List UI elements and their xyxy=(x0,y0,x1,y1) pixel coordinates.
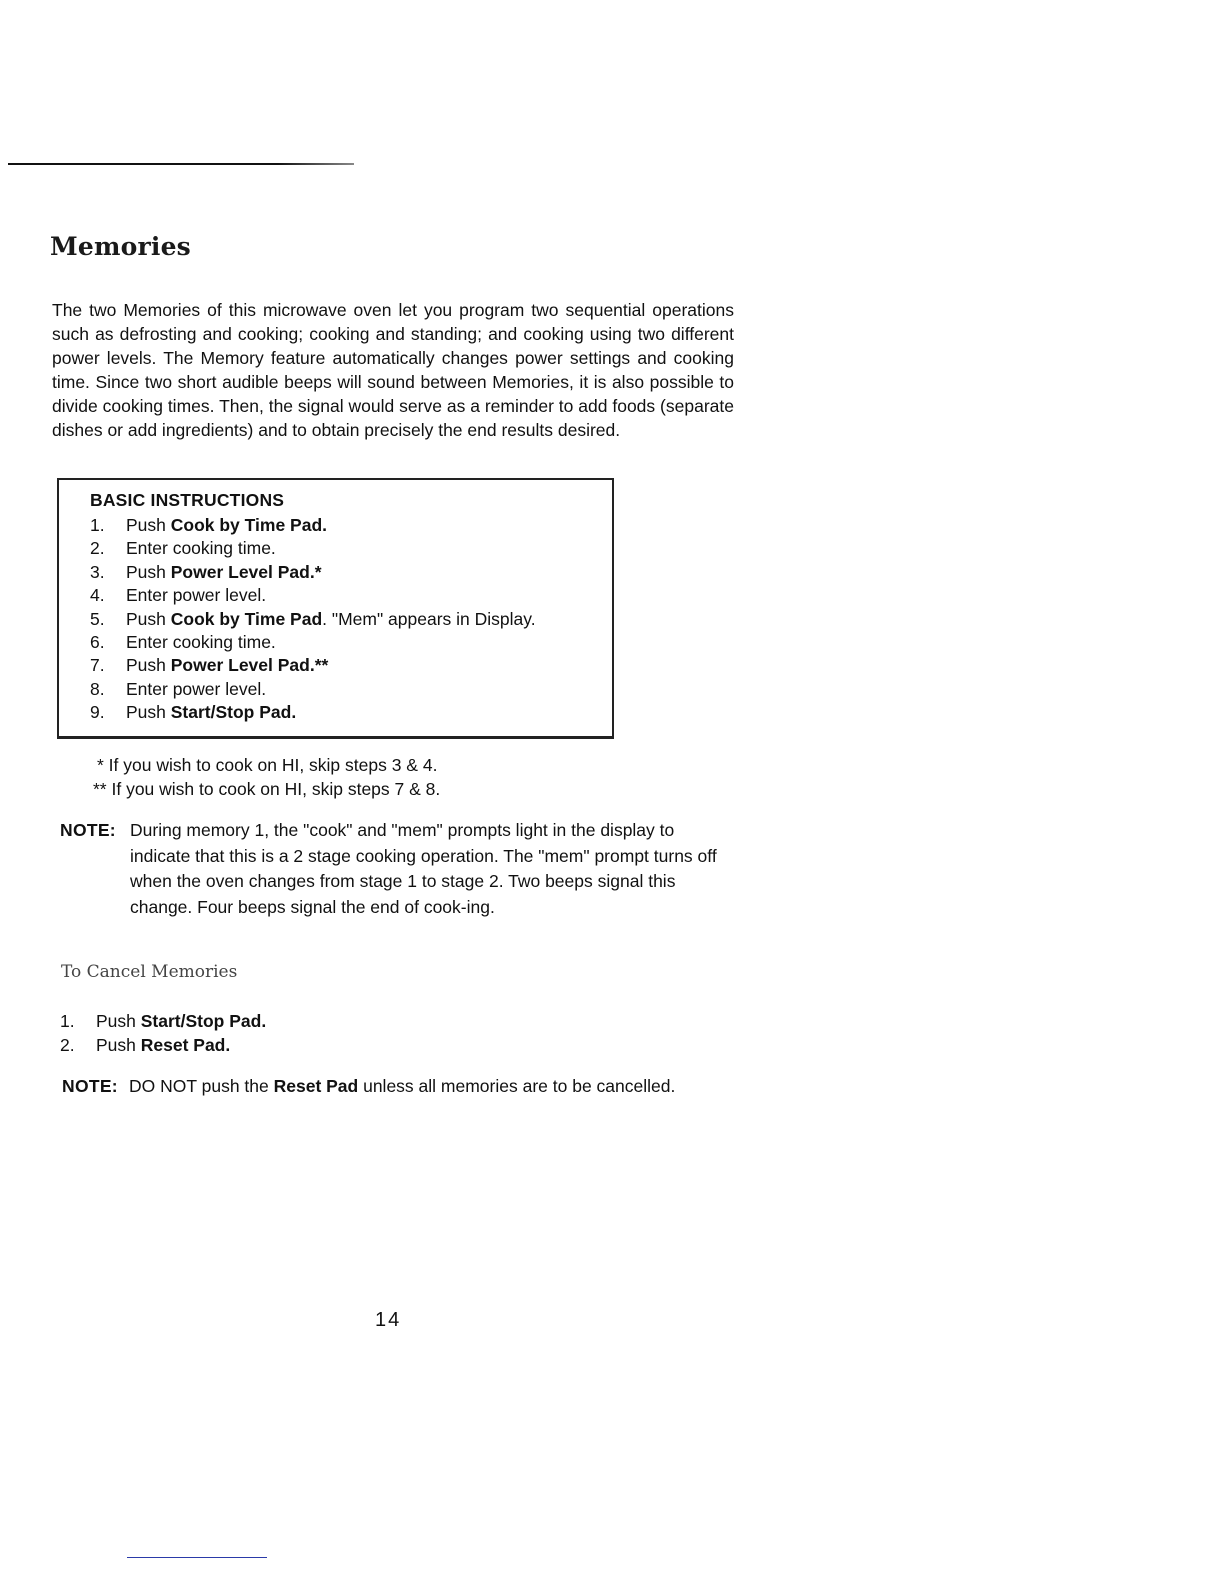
step-bold-text: Cook by Time Pad. xyxy=(170,515,327,535)
step-bold-text: Start/Stop Pad. xyxy=(140,1011,267,1031)
note-memory-prompts xyxy=(60,818,740,920)
step-bold-text: Power Level Pad.** xyxy=(170,655,329,676)
note-label: NOTE: xyxy=(62,1076,118,1096)
step-number: 6. xyxy=(90,631,105,652)
step-number: 2. xyxy=(90,538,105,559)
step-item xyxy=(90,654,536,677)
cancel-step-item xyxy=(60,1009,266,1033)
note-text-pre: DO NOT push the xyxy=(129,1076,274,1096)
cancel-steps xyxy=(60,1009,266,1057)
step-number: 1. xyxy=(90,515,105,535)
footnote-double-asterisk: ** If you wish to cook on HI, skip steps 7 & 8. xyxy=(93,779,441,799)
note-text-post: unless all memories are to be cancelled. xyxy=(358,1076,676,1096)
step-item xyxy=(90,701,536,724)
page-title: Memories xyxy=(50,232,191,261)
step-bold-text: Power Level Pad.* xyxy=(170,561,322,582)
step-number: 4. xyxy=(90,585,105,606)
basic-instructions-heading: BASIC INSTRUCTIONS xyxy=(90,490,285,510)
step-item xyxy=(90,514,536,537)
step-item xyxy=(90,537,536,560)
note-reset-warning xyxy=(62,1074,682,1100)
step-item xyxy=(90,678,536,701)
step-text: Push xyxy=(126,702,171,723)
step-text: Enter power level. xyxy=(126,678,267,699)
step-text: Push xyxy=(126,655,171,676)
step-item xyxy=(90,584,536,607)
step-number: 8. xyxy=(90,678,105,699)
step-item xyxy=(90,561,536,584)
step-text: Enter cooking time. xyxy=(126,538,276,559)
step-text: Push xyxy=(126,515,171,535)
step-text: Push xyxy=(126,561,171,582)
step-number: 1. xyxy=(60,1011,75,1031)
footnote-single-asterisk: * If you wish to cook on HI, skip steps 3 & 4. xyxy=(97,755,438,775)
step-text: Enter power level. xyxy=(126,585,267,606)
step-bold-text: Reset Pad. xyxy=(140,1035,231,1055)
top-rule xyxy=(8,163,354,165)
basic-instructions-box xyxy=(57,478,614,739)
cancel-memories-heading: To Cancel Memories xyxy=(61,962,238,982)
basic-instructions-steps xyxy=(90,514,536,725)
note-text xyxy=(129,1074,689,1100)
cancel-step-item xyxy=(60,1033,266,1057)
step-bold-text: Cook by Time Pad xyxy=(170,608,323,629)
intro-paragraph: The two Memories of this microwave oven let you program two sequential operations such as defrosting and cooking; cooking and standing; and cooking using two different power levels. The Memory feature automatically changes power settings and cooking time. Since two short audible beeps will sound between Memories, it is also possible to divide cooking times. Then, the signal would serve as a reminder to add foods (separate dishes or add ingredients) and to obtain precisely the end results desired. xyxy=(52,300,734,440)
step-text-after: . "Mem" appears in Display. xyxy=(322,608,536,629)
step-bold-text: Start/Stop Pad. xyxy=(170,702,297,723)
step-number: 5. xyxy=(90,608,105,629)
step-text: Push xyxy=(96,1035,141,1055)
step-number: 7. xyxy=(90,655,105,676)
step-text: Push xyxy=(126,608,171,629)
step-text: Enter cooking time. xyxy=(126,631,276,652)
step-number: 3. xyxy=(90,561,105,582)
note-bold-text: Reset Pad xyxy=(273,1076,359,1096)
step-number: 9. xyxy=(90,702,105,723)
note-text: During memory 1, the "cook" and "mem" prompts light in the display to indicate that this is a 2 stage cooking operation. The "mem" prompt turns off when the oven changes from stage 1 to stage 2. Two beeps signal this change. Four beeps signal the end of cook-ing. xyxy=(130,820,717,917)
step-text: Push xyxy=(96,1011,141,1031)
page-number: 14 xyxy=(375,1309,402,1331)
step-item xyxy=(90,608,536,631)
step-number: 2. xyxy=(60,1035,75,1055)
bottom-rule xyxy=(127,1557,267,1558)
note-label: NOTE: xyxy=(60,820,116,840)
step-item xyxy=(90,631,536,654)
